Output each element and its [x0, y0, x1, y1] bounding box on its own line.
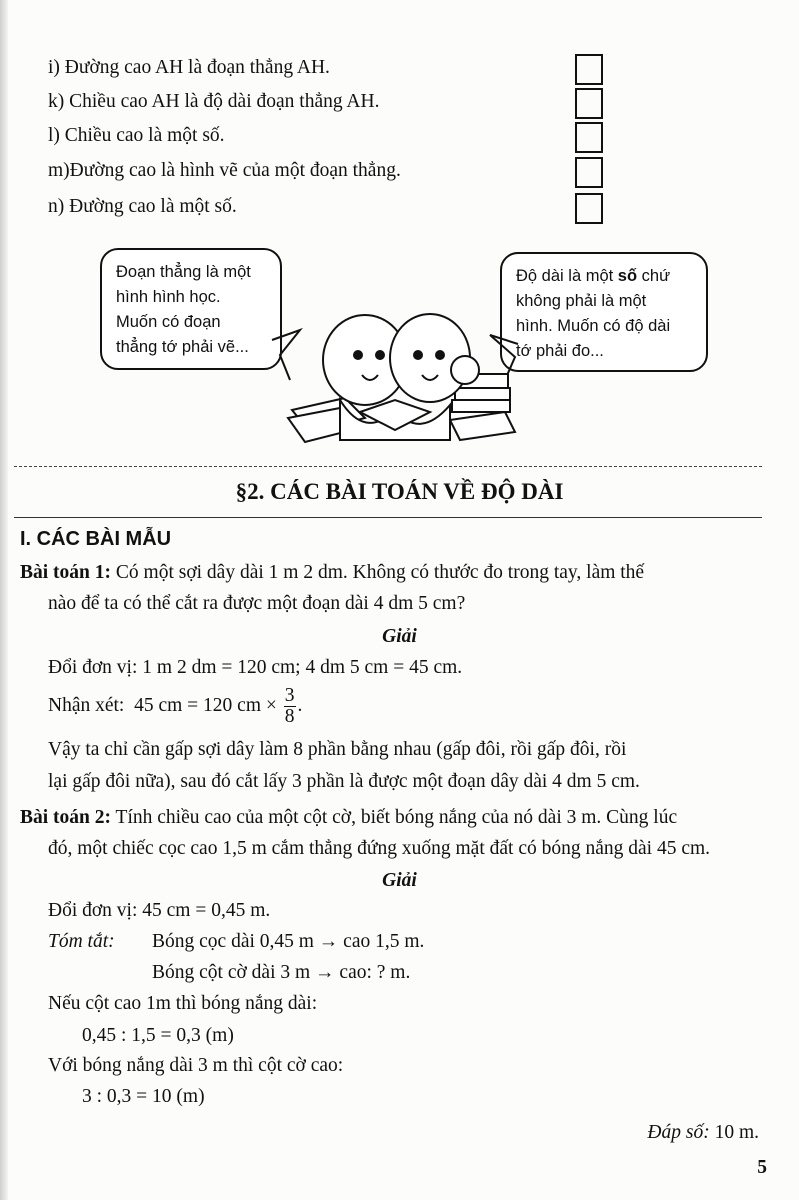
subsection-title: I. CÁC BÀI MẪU: [20, 528, 172, 550]
statement-text: Đường cao AH là đoạn thẳng AH.: [64, 57, 330, 78]
problem-label: Bài toán 2:: [20, 807, 112, 828]
remark-end: .: [297, 695, 303, 716]
speech-bubble-left: [100, 248, 282, 370]
statement-text: Chiều cao AH là độ dài đoạn thẳng AH.: [69, 91, 380, 112]
summary-line: Bóng cọc dài 0,45 m → cao 1,5 m.: [152, 931, 425, 952]
calculation: 3 : 0,3 = 10 (m): [82, 1086, 205, 1107]
statement-k: [48, 90, 379, 114]
conclusion-line: lại gấp đôi nữa), sau đó cắt lấy 3 phần là được một đoạn dây dài 4 dm 5 cm.: [48, 771, 640, 792]
statement-n: [48, 195, 237, 219]
solution-heading: Giải: [382, 626, 417, 647]
statement-l: [48, 124, 225, 148]
solution-heading: Giải: [382, 870, 417, 891]
bubble-line: Đoạn thẳng là một: [116, 263, 251, 281]
speech-bubble-right: [500, 252, 708, 372]
fraction-denominator: 8: [284, 706, 295, 728]
problem2-statement: [20, 806, 677, 830]
summary-label: Tóm tắt:: [48, 931, 115, 952]
answer-checkbox[interactable]: [575, 193, 603, 224]
answer-checkbox[interactable]: [575, 54, 603, 85]
statement-text: Chiều cao là một số.: [64, 125, 225, 146]
remark-label: Nhận xét:: [48, 695, 125, 716]
bubble-line: thẳng tớ phải vẽ...: [116, 338, 249, 356]
summary-line: Bóng cột cờ dài 3 m → cao: ? m.: [152, 962, 411, 983]
answer-value: 10 m.: [709, 1122, 759, 1143]
bubble-line: hình hình học.: [116, 288, 221, 306]
problem-text: Tính chiều cao của một cột cờ, biết bóng nắng của nó dài 3 m. Cùng lúc: [111, 807, 678, 828]
answer-label: Đáp số:: [647, 1122, 710, 1143]
bubble-text: chứ: [637, 267, 671, 285]
bubble-bold-text: số: [617, 267, 638, 285]
remark-expression: 45 cm = 120 cm ×: [134, 695, 277, 716]
children-reading-illustration: [270, 300, 530, 450]
bubble-line: không phải là một: [516, 292, 647, 310]
problem-text: Có một sợi dây dài 1 m 2 dm. Không có thước đo trong tay, làm thế: [111, 562, 645, 583]
fraction: [284, 686, 296, 727]
statement-text: Đường cao là một số.: [69, 196, 237, 217]
solution-step: Với bóng nắng dài 3 m thì cột cờ cao:: [48, 1055, 344, 1076]
page-number: 5: [757, 1157, 767, 1178]
answer-checkbox[interactable]: [575, 157, 603, 188]
unit-conversion: Đổi đơn vị: 1 m 2 dm = 120 cm; 4 dm 5 cm = 45 cm.: [48, 657, 463, 678]
answer: [647, 1121, 759, 1145]
remark: [48, 686, 302, 727]
problem1-statement-cont: nào để ta có thể cắt ra được một đoạn dài 4 dm 5 cm?: [48, 593, 466, 614]
statement-label: i): [48, 57, 60, 78]
page-edge: [0, 0, 8, 1200]
statement-label: k): [48, 91, 65, 112]
bubble-line: hình. Muốn có độ dài: [516, 317, 671, 335]
conclusion-line: Vậy ta chỉ cần gấp sợi dây làm 8 phần bằng nhau (gấp đôi, rồi gấp đôi, rồi: [48, 739, 627, 760]
problem-label: Bài toán 1:: [20, 562, 112, 583]
statement-label: m): [48, 160, 70, 181]
bubble-line: Muốn có đoạn: [116, 313, 221, 331]
statement-label: n): [48, 196, 65, 217]
statement-m: [48, 159, 401, 183]
answer-checkbox[interactable]: [575, 122, 603, 153]
section-divider-dashed: [14, 466, 762, 467]
bubble-text: Độ dài là một: [516, 267, 618, 285]
bubble-line: [516, 264, 692, 289]
statement-i: [48, 56, 330, 80]
bubble-line: tớ phải đo...: [516, 342, 604, 360]
solution-step: Nếu cột cao 1m thì bóng nắng dài:: [48, 993, 318, 1014]
unit-conversion: Đổi đơn vị: 45 cm = 0,45 m.: [48, 900, 271, 921]
section-divider: [14, 517, 762, 518]
fraction-numerator: 3: [284, 685, 295, 707]
section-title: §2. CÁC BÀI TOÁN VỀ ĐỘ DÀI: [235, 479, 564, 504]
problem2-statement-cont: đó, một chiếc cọc cao 1,5 m cắm thẳng đứng xuống mặt đất có bóng nắng dài 45 cm.: [48, 838, 711, 859]
problem1-statement: [20, 561, 644, 585]
statement-text: Đường cao là hình vẽ của một đoạn thẳng.: [69, 160, 401, 181]
answer-checkbox[interactable]: [575, 88, 603, 119]
statement-label: l): [48, 125, 60, 146]
calculation: 0,45 : 1,5 = 0,3 (m): [82, 1025, 234, 1046]
